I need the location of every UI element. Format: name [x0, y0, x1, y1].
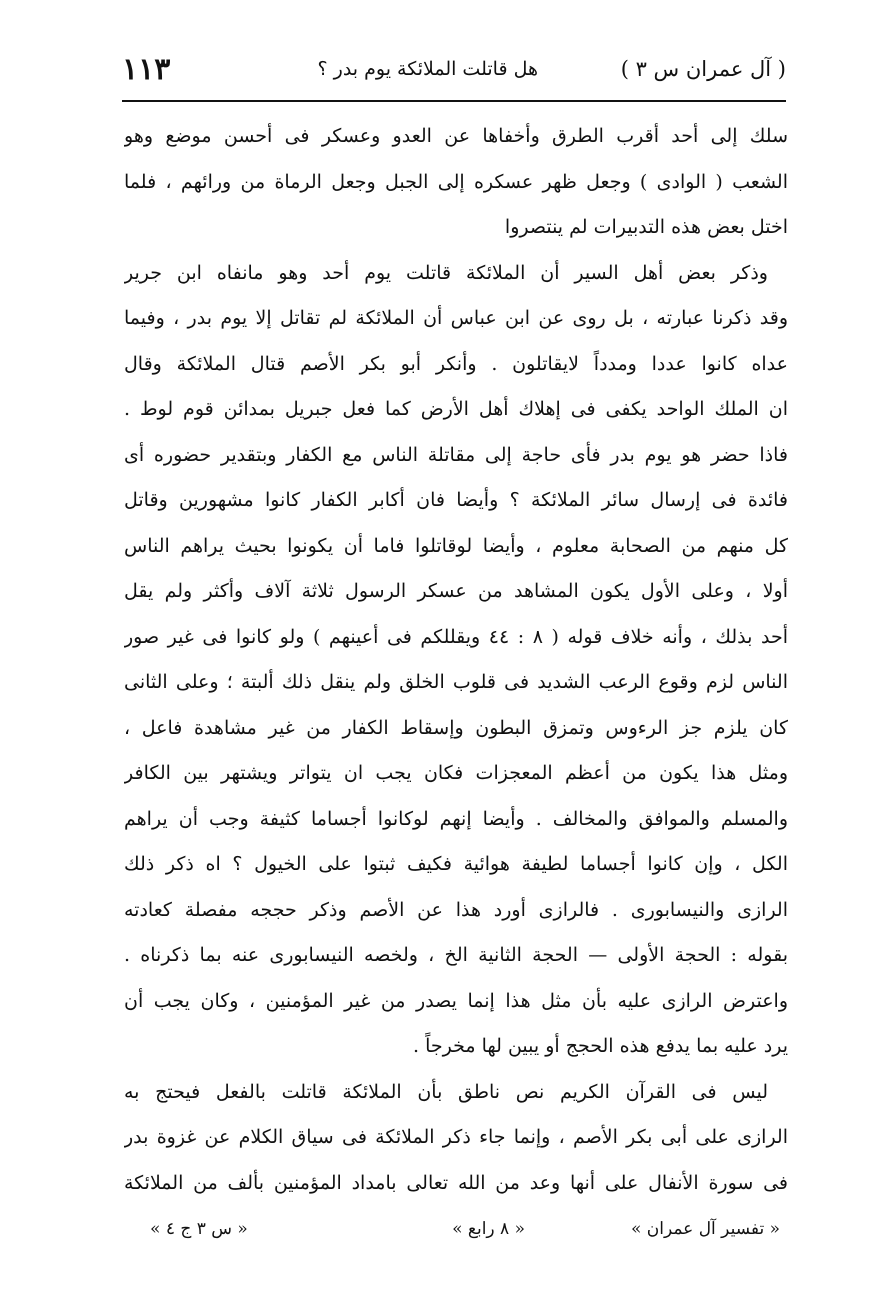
page-number: ١١٣	[122, 52, 171, 87]
paragraph-start: وذكر بعض أهل السير أن الملائكة قاتلت يوم أحد وهو مانفاه ابن جرير	[124, 261, 768, 284]
text-line: واعترض الرازى عليه بأن مثل هذا إنما يصدر من غير المؤمنين ، وكان يجب أن	[124, 989, 788, 1012]
footer-part-label: « ٨ رابع »	[452, 1219, 525, 1239]
text-line: كل منهم من الصحابة معلوم ، وأيضا لوقاتلوا فاما أن يكونوا بحيث يراهم الناس	[124, 534, 788, 557]
text-line: اختل بعض هذه التدبيرات لم ينتصروا	[504, 216, 788, 238]
page-footer	[150, 1214, 780, 1248]
footer-book-title: « تفسير آل عمران »	[630, 1219, 780, 1239]
text-line: كان يلزم جز الرءوس وتمزق البطون وإسقاط الكفار من غير مشاهدة فاعل ،	[124, 716, 788, 739]
page-header	[122, 52, 786, 96]
text-line: الشعب ( الوادى ) وجعل ظهر عسكره إلى الجبل وجعل الرماة من ورائهم ، فلما	[124, 170, 788, 193]
text-line: سلك إلى أحد أقرب الطرق وأخفاها عن العدو وعسكر فى أحسن موضع وهو	[124, 125, 788, 147]
text-line: وقد ذكرنا عبارته ، بل روى عن ابن عباس أن الملائكة لم تقاتل إلا يوم بدر ، وفيما	[124, 307, 788, 329]
header-title: هل قاتلت الملائكة يوم بدر ؟	[317, 58, 538, 80]
footer-signature-mark: « س ٣ ج ٤ »	[150, 1219, 248, 1239]
header-rule	[122, 100, 786, 102]
text-line: أحد بذلك ، وأنه خلاف قوله ( ٨ : ٤٤ ويقللكم فى أعينهم ) ولو كانوا فى غير صور	[124, 625, 788, 648]
text-line: الكل ، وإن كانوا أجساما لطيفة هوائية فكيف ثبتوا على الخيول ؟ اه ذكر ذلك	[124, 853, 788, 875]
header-surah-name: ( آل عمران س ٣ )	[620, 57, 786, 81]
text-line: يرد عليه بما يدفع هذه الحجج أو يبين لها مخرجاً .	[412, 1035, 788, 1057]
text-line: فائدة فى إرسال سائر الملائكة ؟ وأيضا فان أكابر الكفار كانوا مشهورين وقاتل	[124, 489, 788, 511]
text-line: عداه كانوا عددا ومدداً لايقاتلون . وأنكر أبو بكر الأصم قتال الملائكة وقال	[124, 352, 788, 375]
text-line: بقوله : الحجة الأولى — الحجة الثانية الخ ، ولخصه النيسابورى عنه بما ذكرناه .	[124, 944, 788, 966]
text-line: الرازى والنيسابورى . فالرازى أورد هذا عن الأصم وذكر حججه مفصلة كعادته	[124, 898, 788, 921]
text-line: الرازى على أبى بكر الأصم ، وإنما جاء ذكر الملائكة فى سياق الكلام عن غزوة بدر	[124, 1126, 788, 1148]
text-line: الناس لزم وقوع الرعب الشديد فى قلوب الخلق ولم ينقل ذلك ألبتة ؛ وعلى الثانى	[124, 671, 788, 693]
text-line: والمسلم والموافق والمخالف . وأيضا إنهم لوكانوا أجساما كثيفة وجب أن يراهم	[124, 807, 788, 830]
text-line: فى سورة الأنفال على أنها وعد من الله تعالى بامداد المؤمنين بألف من الملائكة	[124, 1171, 788, 1194]
paragraph-start: ليس فى القرآن الكريم نص ناطق بأن الملائكة قاتلت بالفعل فيحتج به	[124, 1080, 768, 1103]
text-line: ومثل هذا يكون من أعظم المعجزات فكان يجب ان يتواتر ويشتهر بين الكافر	[124, 762, 788, 784]
body-text	[124, 114, 788, 1206]
text-line: فاذا حضر هو يوم بدر فأى حاجة إلى مقاتلة الناس مع الكفار وبتقدير حضوره أى	[124, 443, 788, 466]
text-line: ان الملك الواحد يكفى فى إهلاك أهل الأرض كما فعل جبريل بمدائن قوم لوط .	[124, 398, 788, 420]
text-line: أولا ، وعلى الأول يكون المشاهد من عسكر الرسول ثلاثة آلاف وأكثر ولم يقل	[124, 580, 788, 602]
